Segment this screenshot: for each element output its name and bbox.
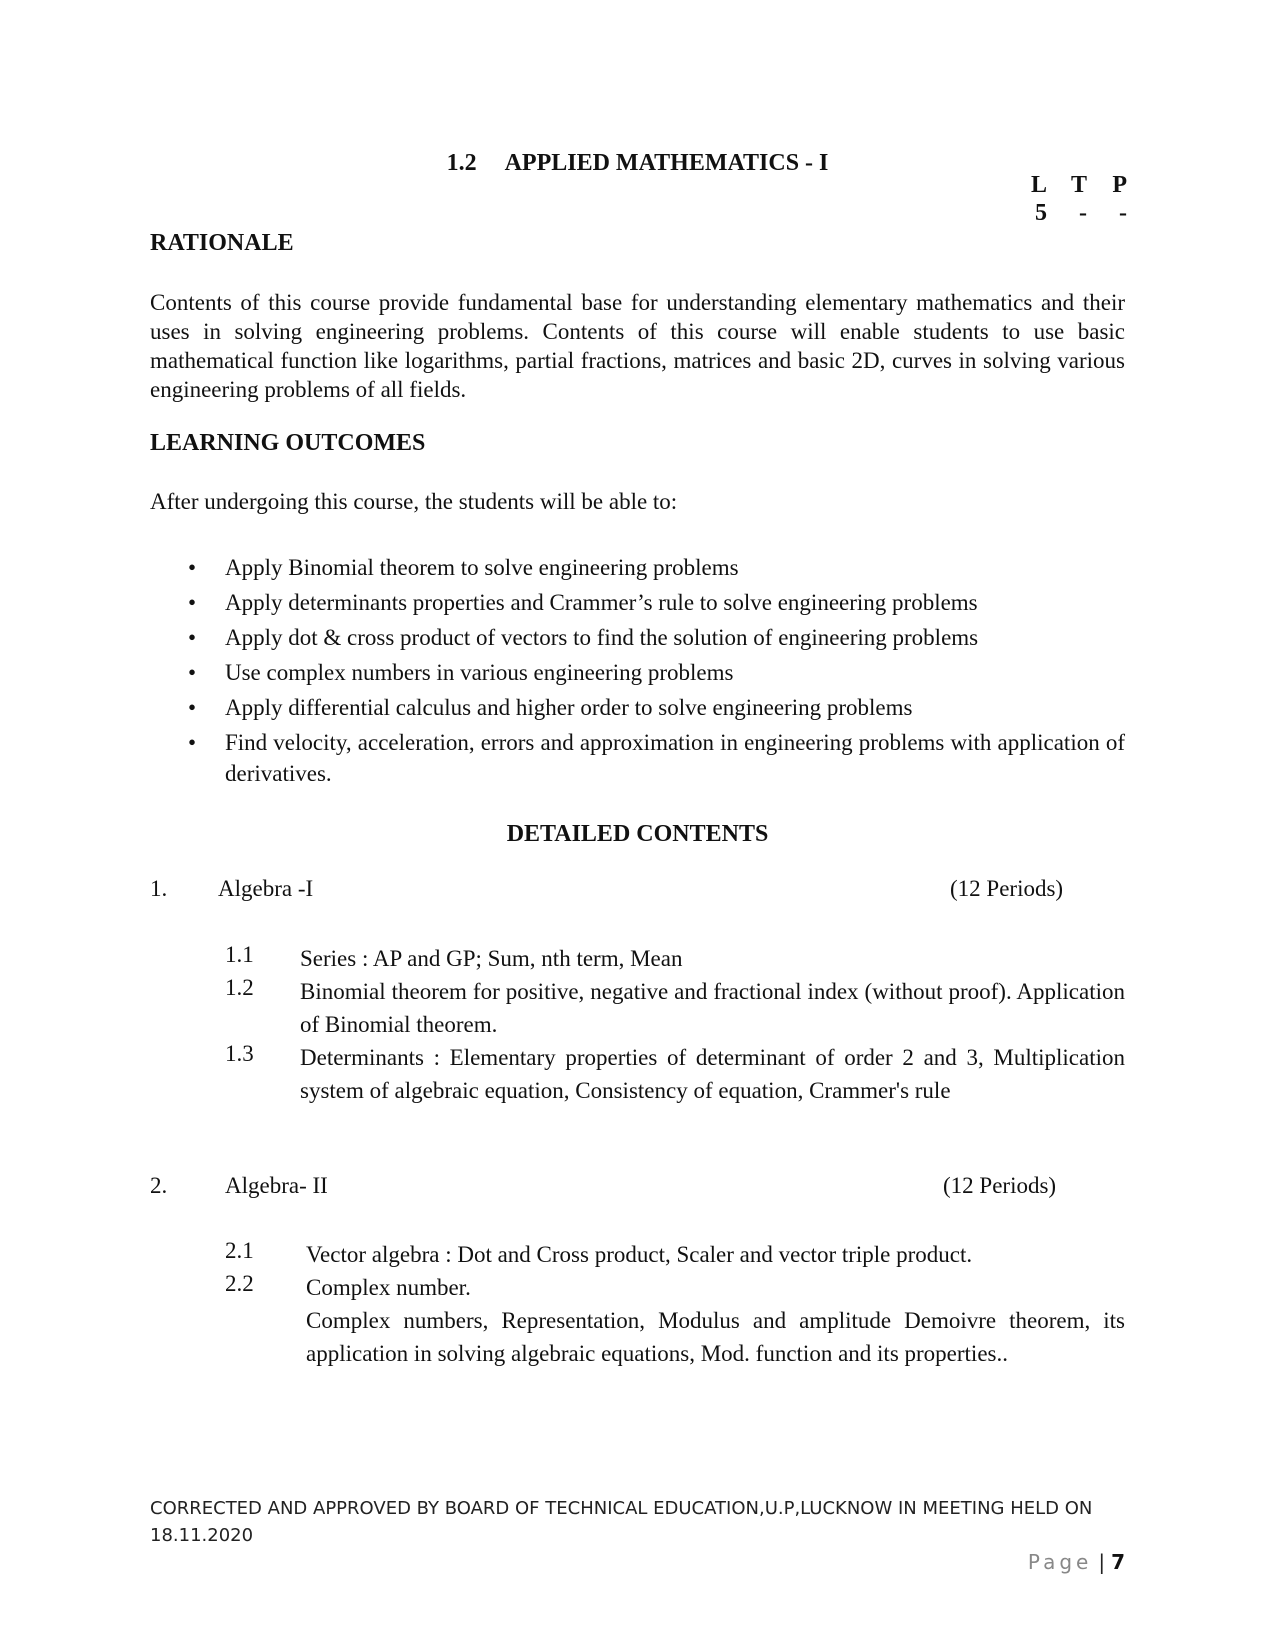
list-item: • Apply Binomial theorem to solve engineering problems [150,552,1125,583]
rationale-paragraph: Contents of this course provide fundamental base for understanding elementary mathematics and their uses in solving engineering problems. Contents of this course will enable students to use basic mathematical function like logarithms, partial fractions, matrices and basic 2D, curves in solving various engineering problems of all fields. [150,290,1125,402]
unit-periods-2: (12 Periods) [943,1173,1057,1198]
topic-detail-text: Complex numbers, Representation, Modulus and amplitude Demoivre theorem, its application in solving algebraic equations, Mod. function and its properties.. [306,1308,1125,1366]
list-item: • Apply differential calculus and higher order to solve engineering problems [150,692,1125,723]
topic-number: 1.1 [225,942,254,967]
unit-title-1: Algebra -I [218,876,314,901]
learning-outcomes-heading: LEARNING OUTCOMES [150,430,426,456]
ltp-value-t: - [1079,200,1087,226]
course-name: APPLIED MATHEMATICS - I [504,150,829,176]
ltp-header-t: T [1070,172,1087,198]
topic-text: Vector algebra : Dot and Cross product, Scaler and vector triple product. [306,1242,973,1267]
list-item: • Apply determinants properties and Crammer’s rule to solve engineering problems [150,587,1125,618]
page-number: 7 [1111,1550,1125,1574]
topic-number: 2.2 [225,1271,254,1296]
approval-footer [150,1495,1092,1549]
ltp-value-p: - [1119,200,1127,226]
topic-number: 1.2 [225,975,254,1000]
page-separator: | [1098,1550,1106,1574]
list-item: • Find velocity, acceleration, errors and approximation in engineering problems with application of derivatives. [150,727,1125,789]
page-label: Page [1027,1550,1093,1574]
page-number-label [1028,1550,1125,1574]
approval-date: 18.11.2020 [150,1525,254,1546]
list-item: • Apply dot & cross product of vectors to find the solution of engineering problems [150,622,1125,653]
rationale-text [150,288,1125,404]
topic-text: Series : AP and GP; Sum, nth term, Mean [300,946,683,971]
learning-outcomes-list [150,552,1125,793]
approval-line: CORRECTED AND APPROVED BY BOARD OF TECHNICAL EDUCATION,U.P,LUCKNOW IN MEETING HELD ON [150,1498,1093,1519]
ltp-header-row [1007,172,1127,199]
unit-number-1: 1. [150,876,168,901]
unit-number-2: 2. [150,1173,168,1198]
ltp-value-l: 5 [1035,200,1047,226]
topic-text: Complex number. [306,1275,471,1300]
ltp-header-l: L [1030,172,1047,198]
unit-title-2: Algebra- II [225,1173,328,1198]
topic-number: 2.1 [225,1238,254,1263]
course-number: 1.2 [446,150,477,176]
topic-text: Determinants : Elementary properties of determinant of order 2 and 3, Multiplication system of algebraic equation, Consistency of equation, Crammer's rule [300,1045,1125,1103]
unit-periods-1: (12 Periods) [950,876,1064,901]
ltp-header-p: P [1112,172,1127,198]
learning-outcomes-intro: After undergoing this course, the students will be able to: [150,489,678,514]
topic-text: Binomial theorem for positive, negative and fractional index (without proof). Application of Binomial theorem. [300,979,1125,1037]
list-item: • Use complex numbers in various engineering problems [150,657,1125,688]
ltp-value-row [1007,200,1127,227]
rationale-heading: RATIONALE [150,230,294,256]
detailed-contents-heading: DETAILED CONTENTS [506,821,769,847]
topic-number: 1.3 [225,1041,254,1066]
